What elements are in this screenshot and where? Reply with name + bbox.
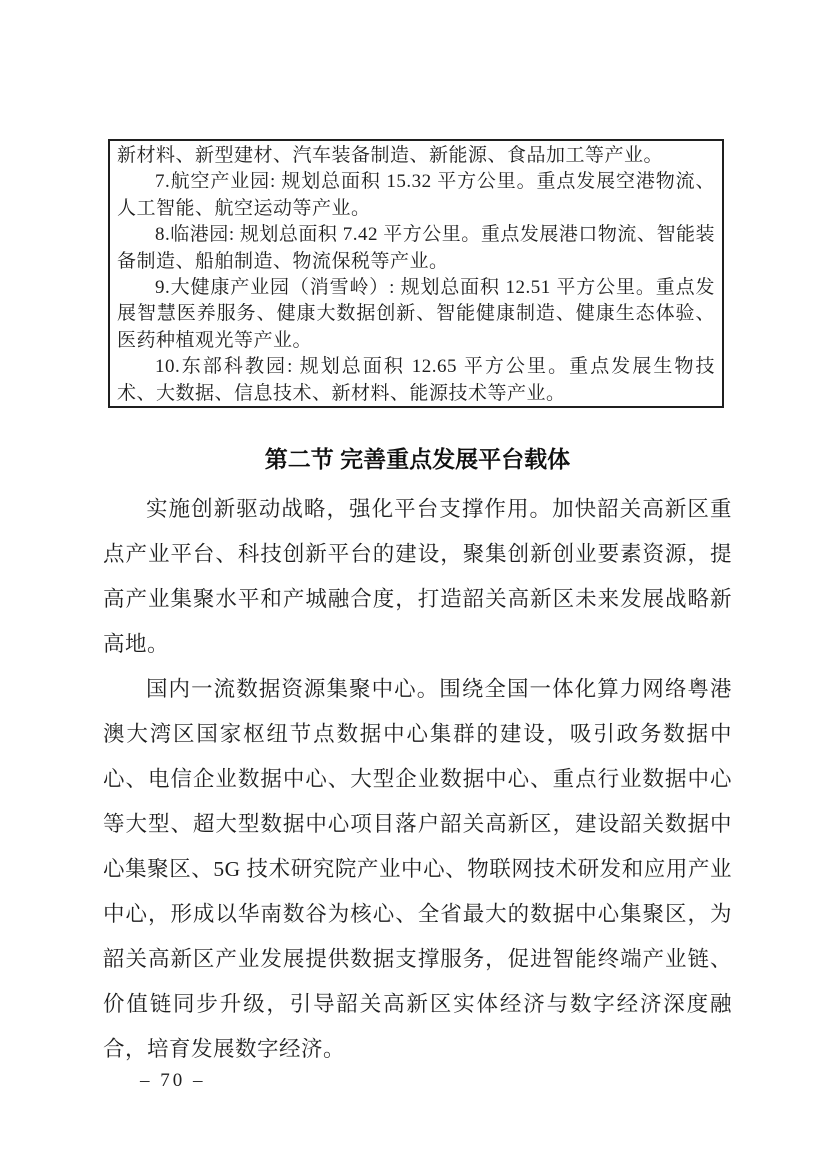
box-paragraph-park-10: 10.东部科教园: 规划总面积 12.65 平方公里。重点发展生物技术、大数据、信息技术、新材料、能源技术等产业。 [117,356,715,404]
box-paragraph-park-8: 8.临港园: 规划总面积 7.42 平方公里。重点发展港口物流、智能装备制造、船舶制造、物流保税等产业。 [117,224,715,272]
body-paragraph-data-center: 国内一流数据资源集聚中心。围绕全国一体化算力网络粤港澳大湾区国家枢纽节点数据中心集群的建设，吸引政务数据中心、电信企业数据中心、大型企业数据中心、重点行业数据中心等大型、超大型数据中心项目落户韶关高新区，建设韶关数据中心集聚区、5G 技术研究院产业中心、物联网技术研发和应用产业中心，形成以华南数谷为核心、全省最大的数据中心集聚区，为韶关高新区产业发展提供数据支撑服务，促进智能终端产业链、价值链同步升级，引导韶关高新区实体经济与数字经济深度融合，培育发展数字经济。 [103,677,732,1061]
body-paragraph-innovation: 实施创新驱动战略，强化平台支撑作用。加快韶关高新区重点产业平台、科技创新平台的建设，聚集创新创业要素资源，提高产业集聚水平和产城融合度，打造韶关高新区未来发展战略新高地。 [103,497,732,656]
box-paragraph-park-7: 7.航空产业园: 规划总面积 15.32 平方公里。重点发展空港物流、人工智能、航空运动等产业。 [117,171,715,219]
section-heading: 第二节 完善重点发展平台载体 [264,446,571,472]
body-text-block [103,487,732,1072]
box-paragraph-park-9: 9.大健康产业园（消雪岭）: 规划总面积 12.51 平方公里。重点发展智慧医养服务、健康大数据创新、智能健康制造、健康生态体验、医药种植观光等产业。 [117,277,715,351]
box-paragraph-continuation: 新材料、新型建材、汽车装备制造、新能源、食品加工等产业。 [117,145,664,166]
industrial-parks-box [108,139,724,408]
page-number: – 70 – [140,1070,206,1091]
